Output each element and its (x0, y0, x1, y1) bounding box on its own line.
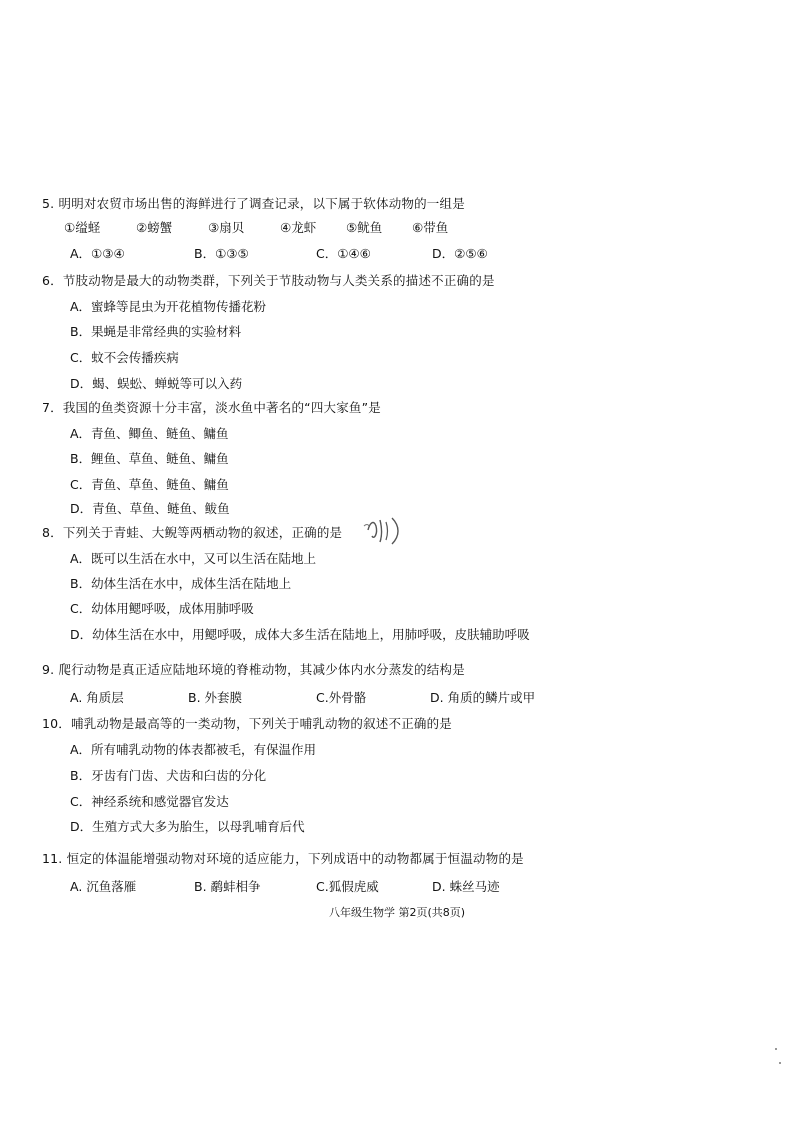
q11-option-c: C.狐假虎威 (316, 879, 379, 894)
scan-speck (775, 1048, 777, 1050)
q9-option-a: A. 角质层 (70, 690, 124, 705)
q5-option-a: A．①③④ (70, 246, 125, 261)
q7-option-a: A．青鱼、鲫鱼、鲢鱼、鳙鱼 (70, 426, 229, 441)
q7-option-b: B．鲤鱼、草鱼、鲢鱼、鳙鱼 (70, 451, 229, 466)
q7-option-d: D．青鱼、草鱼、鲢鱼、鲅鱼 (70, 501, 230, 516)
q10-option-c: C．神经系统和感觉器官发达 (70, 794, 229, 809)
q8-option-b: B．幼体生活在水中，成体生活在陆地上 (70, 576, 292, 591)
q5-option-c: C．①④⑥ (316, 246, 371, 261)
q6-option-a: A．蜜蜂等昆虫为开花植物传播花粉 (70, 299, 267, 314)
q5-item-5: ⑤鱿鱼 (346, 220, 383, 235)
q11-option-b: B. 鹬蚌相争 (194, 879, 261, 894)
q5-item-3: ③扇贝 (208, 220, 245, 235)
q5-item-6: ⑥带鱼 (412, 220, 449, 235)
q5-item-4: ④龙虾 (280, 220, 317, 235)
q9-option-b: B. 外套膜 (188, 690, 243, 705)
q11-option-d: D. 蛛丝马迹 (432, 879, 500, 894)
q9-option-c: C.外骨骼 (316, 690, 367, 705)
q5-item-2: ②螃蟹 (136, 220, 173, 235)
q6-option-c: C．蚊不会传播疾病 (70, 350, 179, 365)
question-5-stem: 5. 明明对农贸市场出售的海鲜进行了调查记录，以下属于软体动物的一组是 (42, 196, 465, 211)
q8-option-d: D．幼体生活在水中，用鳃呼吸，成体大多生活在陆地上，用肺呼吸，皮肤辅助呼吸 (70, 627, 530, 642)
q5-item-1: ①缢蛏 (64, 220, 101, 235)
q5-option-b: B．①③⑤ (194, 246, 249, 261)
q10-option-d: D．生殖方式大多为胎生，以母乳哺育后代 (70, 819, 305, 834)
q5-option-d: D．②⑤⑥ (432, 246, 488, 261)
question-7-stem: 7．我国的鱼类资源十分丰富，淡水鱼中著名的“四大家鱼”是 (42, 400, 382, 415)
page-footer: 八年级生物学 第2页(共8页) (328, 906, 466, 919)
q7-option-c: C．青鱼、草鱼、鲢鱼、鳙鱼 (70, 477, 229, 492)
q11-option-a: A. 沉鱼落雁 (70, 879, 137, 894)
scan-speck (779, 1062, 781, 1064)
question-10-stem: 10．哺乳动物是最高等的一类动物，下列关于哺乳动物的叙述不正确的是 (42, 716, 453, 731)
question-6-stem: 6．节肢动物是最大的动物类群，下列关于节肢动物与人类关系的描述不正确的是 (42, 273, 495, 288)
pencil-scribble (360, 512, 410, 548)
q6-option-d: D．蝎、蜈蚣、蝉蜕等可以入药 (70, 376, 243, 391)
q8-option-c: C．幼体用鳃呼吸，成体用肺呼吸 (70, 601, 254, 616)
q9-option-d: D. 角质的鳞片或甲 (430, 690, 536, 705)
question-11-stem: 11. 恒定的体温能增强动物对环境的适应能力，下列成语中的动物都属于恒温动物的是 (42, 851, 524, 866)
q8-option-a: A．既可以生活在水中，又可以生活在陆地上 (70, 551, 317, 566)
q10-option-a: A．所有哺乳动物的体表都被毛，有保温作用 (70, 742, 317, 757)
question-9-stem: 9. 爬行动物是真正适应陆地环境的脊椎动物，其减少体内水分蒸发的结构是 (42, 662, 465, 677)
q10-option-b: B．牙齿有门齿、犬齿和臼齿的分化 (70, 768, 267, 783)
question-8-stem: 8．下列关于青蛙、大鲵等两栖动物的叙述，正确的是 (42, 525, 343, 540)
q6-option-b: B．果蝇是非常经典的实验材料 (70, 324, 242, 339)
